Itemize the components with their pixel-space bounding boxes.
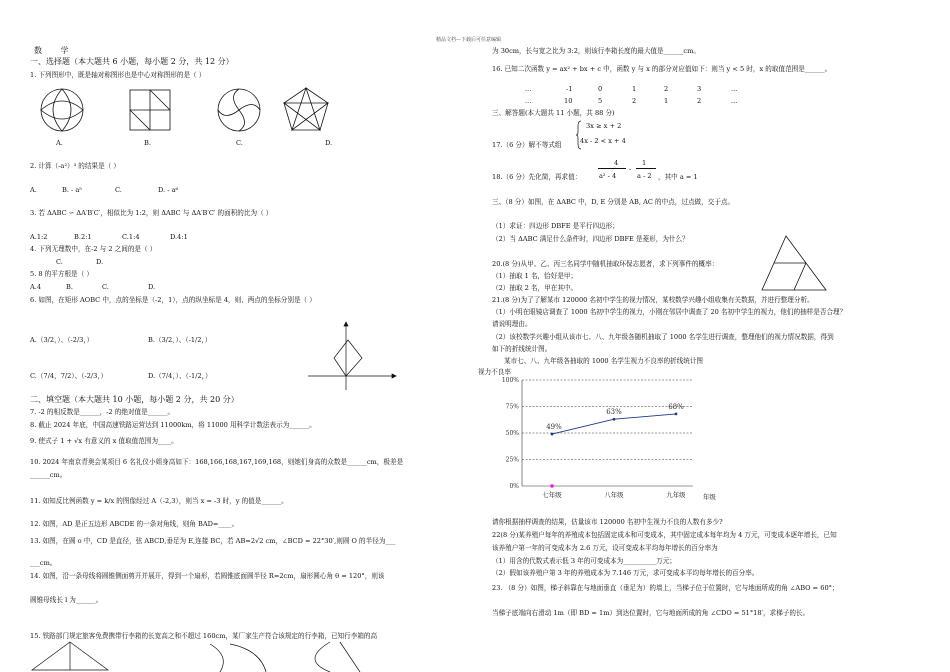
question-18: 18.（6 分）先化简，再求值： [492, 173, 582, 181]
question-20: 20.(8 分)从甲、乙、丙三名同学中随机抽取环保志愿者，求下列事件的概率： [492, 260, 719, 268]
q22-part-2: （2）假如该养殖户第 3 年的养殖成本为 7.146 万元，求可变成本平均每年增长的百分率。 [492, 569, 759, 577]
q2-option-d: D. - a⁶ [158, 186, 179, 194]
question-14: 14. 如图，沿一条母线将圆锥侧面剪开并展开，得到一个扇形，若圆锥底面圆半径 R=2cm，扇形圆心角 θ = 120°，则该 [30, 572, 385, 580]
x-axis-label: 年级 [703, 493, 716, 501]
data-label: 63% [606, 408, 622, 417]
question-10-cont: ______cm。 [30, 471, 67, 479]
q20-part-2: （2）抽取 2 名，甲在其中。 [492, 284, 578, 292]
question-7: 7. -2 的相反数是______，-2 的绝对值是______。 [30, 408, 175, 416]
x-tick-label: 八年级 [604, 491, 624, 499]
table-cell: -1 [566, 85, 573, 93]
data-point [675, 413, 678, 416]
question-4: 4. 下列无理数中，在-2 与 2 之间的是（ ） [30, 245, 157, 253]
q17-inequality-1: 3x ≥ x + 2 [586, 122, 622, 130]
q19-part-2: （2）当 ΔABC 满足什么条件时，四边形 DBFE 是菱形，为什么？ [492, 235, 689, 243]
question-1: 1. 下列图形中，既是轴对称图形也是中心对称图形的是（ ） [30, 71, 206, 79]
table-cell: 1 [632, 85, 637, 93]
question-16: 16. 已知二次函数 y = ax² + bx + c 中，函数 y 与 x 的部分对应值如下：则当 y < 5 时，x 的取值范围是______。 [492, 65, 832, 73]
question-22: 22(8 分)某养殖户每年的养殖成本包括固定成本和可变成本，其中固定成本每年均为 4 万元，可变成本逐年增长，已知 [492, 531, 837, 539]
q3-option-c: C.1:4 [122, 233, 140, 241]
question-23: 23. （8 分）如图，梯子斜靠在与地面垂直（垂足为）的墙上，当梯子位于位置时，它与地面所成的角 ∠ABO = 60°； [492, 584, 839, 592]
q6-figure [300, 318, 400, 392]
figure-d [284, 88, 328, 130]
q18-fraction-2-denominator: a - 2 [637, 172, 652, 180]
q3-option-a: A.1:2 [30, 233, 48, 241]
question-3: 3. 若 ΔABC ∽ ΔA′B′C′，相似比为 1:2，则 ΔABC 与 ΔA′B′C′ 的面积的比为（ ） [30, 209, 273, 217]
section-3-title: 三、解答题(本大题共 11 小题，共 88 分) [492, 109, 615, 117]
y-tick-label: 75% [505, 403, 519, 411]
y-tick-label: 50% [505, 430, 519, 437]
figure-c [218, 89, 260, 131]
section-1-title: 一、选择题（本大题共 6 小题，每小题 2 分，共 12 分） [30, 57, 234, 66]
x-tick-label: 九年级 [666, 491, 686, 499]
question-17: 17.（6 分）解不等式组 [492, 141, 562, 149]
q21-part-1-cont: 请说明理由。 [492, 320, 532, 328]
q2-option-a: A. [30, 186, 37, 194]
question-13: 13. 如图，在圆 o 中，CD 是直径，弦 ABCD,垂足为 E,连接 BC，若 AB=2√2 cm，∠BCD = 22°30′,则圆 O 的半径为___ [30, 537, 396, 545]
q21-part-1: （1）小明在眼镜店调查了 1000 名初中学生的视力，小刚在邻居中调查了 20 名初中学生的视力，他们的抽样是否合理？ [492, 308, 847, 316]
q18-fraction-1-denominator: a² - 4 [599, 172, 617, 180]
question-11: 11. 如知反比例函数 y = k/x 的图像经过 A（-2,3），则当 x = -3 时，y 的值是______。 [30, 497, 288, 505]
x-axis-marker [550, 484, 554, 488]
q5-option-b: B. [66, 283, 73, 291]
q6-option-b: B.（3/2，）、（-1/2，） [148, 336, 212, 344]
q6-option-a: A.（3/2，）、（-2/3，） [30, 336, 94, 344]
q5-option-d: D. [148, 283, 156, 291]
q21-part-2-cont: 如下的折线统计图。 [492, 345, 552, 353]
x-tick-label: 七年级 [542, 491, 562, 499]
q3-option-b: B.2:1 [74, 233, 92, 241]
q21-part-2: （2）该校数学兴趣小组从该市七、八、九年级各随机抽取了 1000 名学生进行调查，整理他们的视力情况数据，得到 [492, 333, 834, 341]
q1-option-c: C. [236, 139, 243, 147]
table-cell: 3 [697, 85, 702, 93]
data-point [551, 433, 554, 436]
q5-option-a: A.4 [30, 283, 42, 291]
table-cell: ... [525, 97, 532, 105]
y-tick-label: 100% [501, 377, 519, 384]
series-line [552, 414, 676, 434]
table-cell: ... [731, 97, 738, 105]
q19-part-1: （1）求证：四边形 DBFE 是平行四边形； [492, 222, 619, 230]
q4-option-d: D. [96, 258, 104, 266]
data-label: 68% [668, 402, 684, 411]
question-23-cont: 当梯子底端向右滑动 1m（即 BD = 1m）到达位置时，它与地面所成的角 ∠CDO = 51°18′，求梯子的长。 [492, 609, 810, 617]
q1-option-a: A. [56, 139, 63, 147]
question-21: 21.(8 分)为了了解某市 120000 名初中学生的视力情况，某校数学兴趣小组收集有关数据，并进行整理分析。 [492, 296, 814, 304]
figure-a [41, 89, 83, 131]
table-cell: 5 [598, 97, 603, 105]
q19-triangle-figure [758, 232, 830, 294]
table-cell: ... [525, 85, 532, 93]
q4-option-c: C. [56, 258, 63, 266]
fraction-bar [636, 168, 656, 169]
question-8: 8. 截止 2024 年底，中国高速铁路运营达到 11000km，将 11000 用科学计数法表示为______。 [30, 421, 316, 429]
table-cell: 1 [664, 97, 669, 105]
q2-option-c: C. [115, 186, 122, 194]
page-header: 精品文档—下载后可任意编辑 [436, 37, 502, 43]
figure-b [130, 90, 170, 130]
question-15: 15. 铁路部门规定旅客免费携带行李箱的长宽高之和不超过 160cm，某厂家生产符合该规定的行李箱，已知行李箱的高 [30, 632, 378, 640]
question-14-cont: 圆锥母线长 l 为______。 [30, 596, 103, 604]
vision-line-chart [478, 374, 738, 502]
q6-option-c: C.（7/4，7/2）、（-2/3，） [30, 372, 108, 380]
question-13-cont: ___cm。 [30, 559, 57, 567]
section-2-title: 二、填空题（本大题共 10 小题，每小题 2 分，共 20 分） [30, 395, 239, 404]
table-cell: 2 [632, 97, 637, 105]
q18-fraction-2-numerator: 1 [642, 159, 647, 167]
q3-option-d: D.4:1 [170, 233, 188, 241]
q18-tail: ，其中 a = 1 [658, 173, 698, 181]
question-5: 5. 8 的平方根是（ ） [30, 270, 93, 278]
question-10: 10. 2024 年南京青奥会某项目 6 名礼仪小姐身高如下：168,166,168,167,169,168，则她们身高的众数是______cm，极差是 [30, 458, 404, 466]
question-21-conclusion: 请你根据抽样调查的结果，估量该市 120000 名初中生视力不良的人数有多少? [492, 518, 723, 526]
table-cell: 2 [664, 85, 669, 93]
q18-fraction-1-numerator: 4 [614, 159, 619, 167]
q1-option-d: D. [325, 139, 333, 147]
question-12: 12. 如图，AD 是正五边形 ABCDE 的一条对角线，则角 BAD=____。 [30, 520, 239, 528]
chart-title: 某市七、八、九年级各抽取的 1000 名学生视力不良率的折线统计图 [504, 357, 704, 365]
question-9: 9. 使式子 1 + √x 有意义的 x 值取值范围为____。 [30, 437, 178, 445]
minus-sign: - [629, 165, 632, 173]
q1-option-b: B. [144, 139, 151, 147]
q2-option-b: B. - a⁵ [62, 186, 82, 194]
table-cell: 10 [564, 97, 573, 105]
question-19: 三、（8 分）如图，在 ΔABC 中，D, E 分别是 AB, AC 的中点，过点做，交于点。 [492, 198, 735, 206]
bottom-figures [30, 640, 460, 672]
q22-part-1: （1）用含的代数式表示低 3 年的可变成本为__________万元； [492, 557, 677, 565]
table-cell: 0 [598, 85, 603, 93]
brace-icon [576, 120, 582, 150]
table-cell: ... [731, 85, 738, 93]
q6-option-d: D.（7/4，）、（-1/2，） [148, 372, 212, 380]
q1-figures [38, 86, 338, 138]
data-label: 49% [546, 423, 562, 432]
y-tick-label: 0% [509, 483, 519, 490]
data-point [613, 418, 616, 421]
question-15-cont: 为 30cm，长与宽之比为 3:2，则该行李箱长度的最大值是______cm。 [492, 47, 700, 55]
fraction-bar [598, 168, 626, 169]
subject-title: 数 学 [34, 46, 77, 55]
question-6: 6. 如图，在矩形 AOBC 中，点的坐标是（-2，1），点的纵坐标是 4，则、两点的坐标分别是（ ） [30, 296, 316, 304]
q20-part-1: （1）抽取 1 名，恰好是甲； [492, 272, 578, 280]
y-tick-label: 25% [505, 456, 519, 464]
question-2: 2. 计算（-a²）³ 的结果是（ ） [30, 162, 120, 170]
chart-y-label: 视力不良率 [478, 368, 511, 376]
table-cell: 2 [697, 97, 702, 105]
question-22-cont: 该养殖户第一年的可变成本为 2.6 万元，设可变成本平均每年增长的百分率为 [492, 544, 718, 552]
q5-option-c: C. [102, 283, 109, 291]
q17-inequality-2: 4x - 2 < x + 4 [580, 137, 626, 145]
